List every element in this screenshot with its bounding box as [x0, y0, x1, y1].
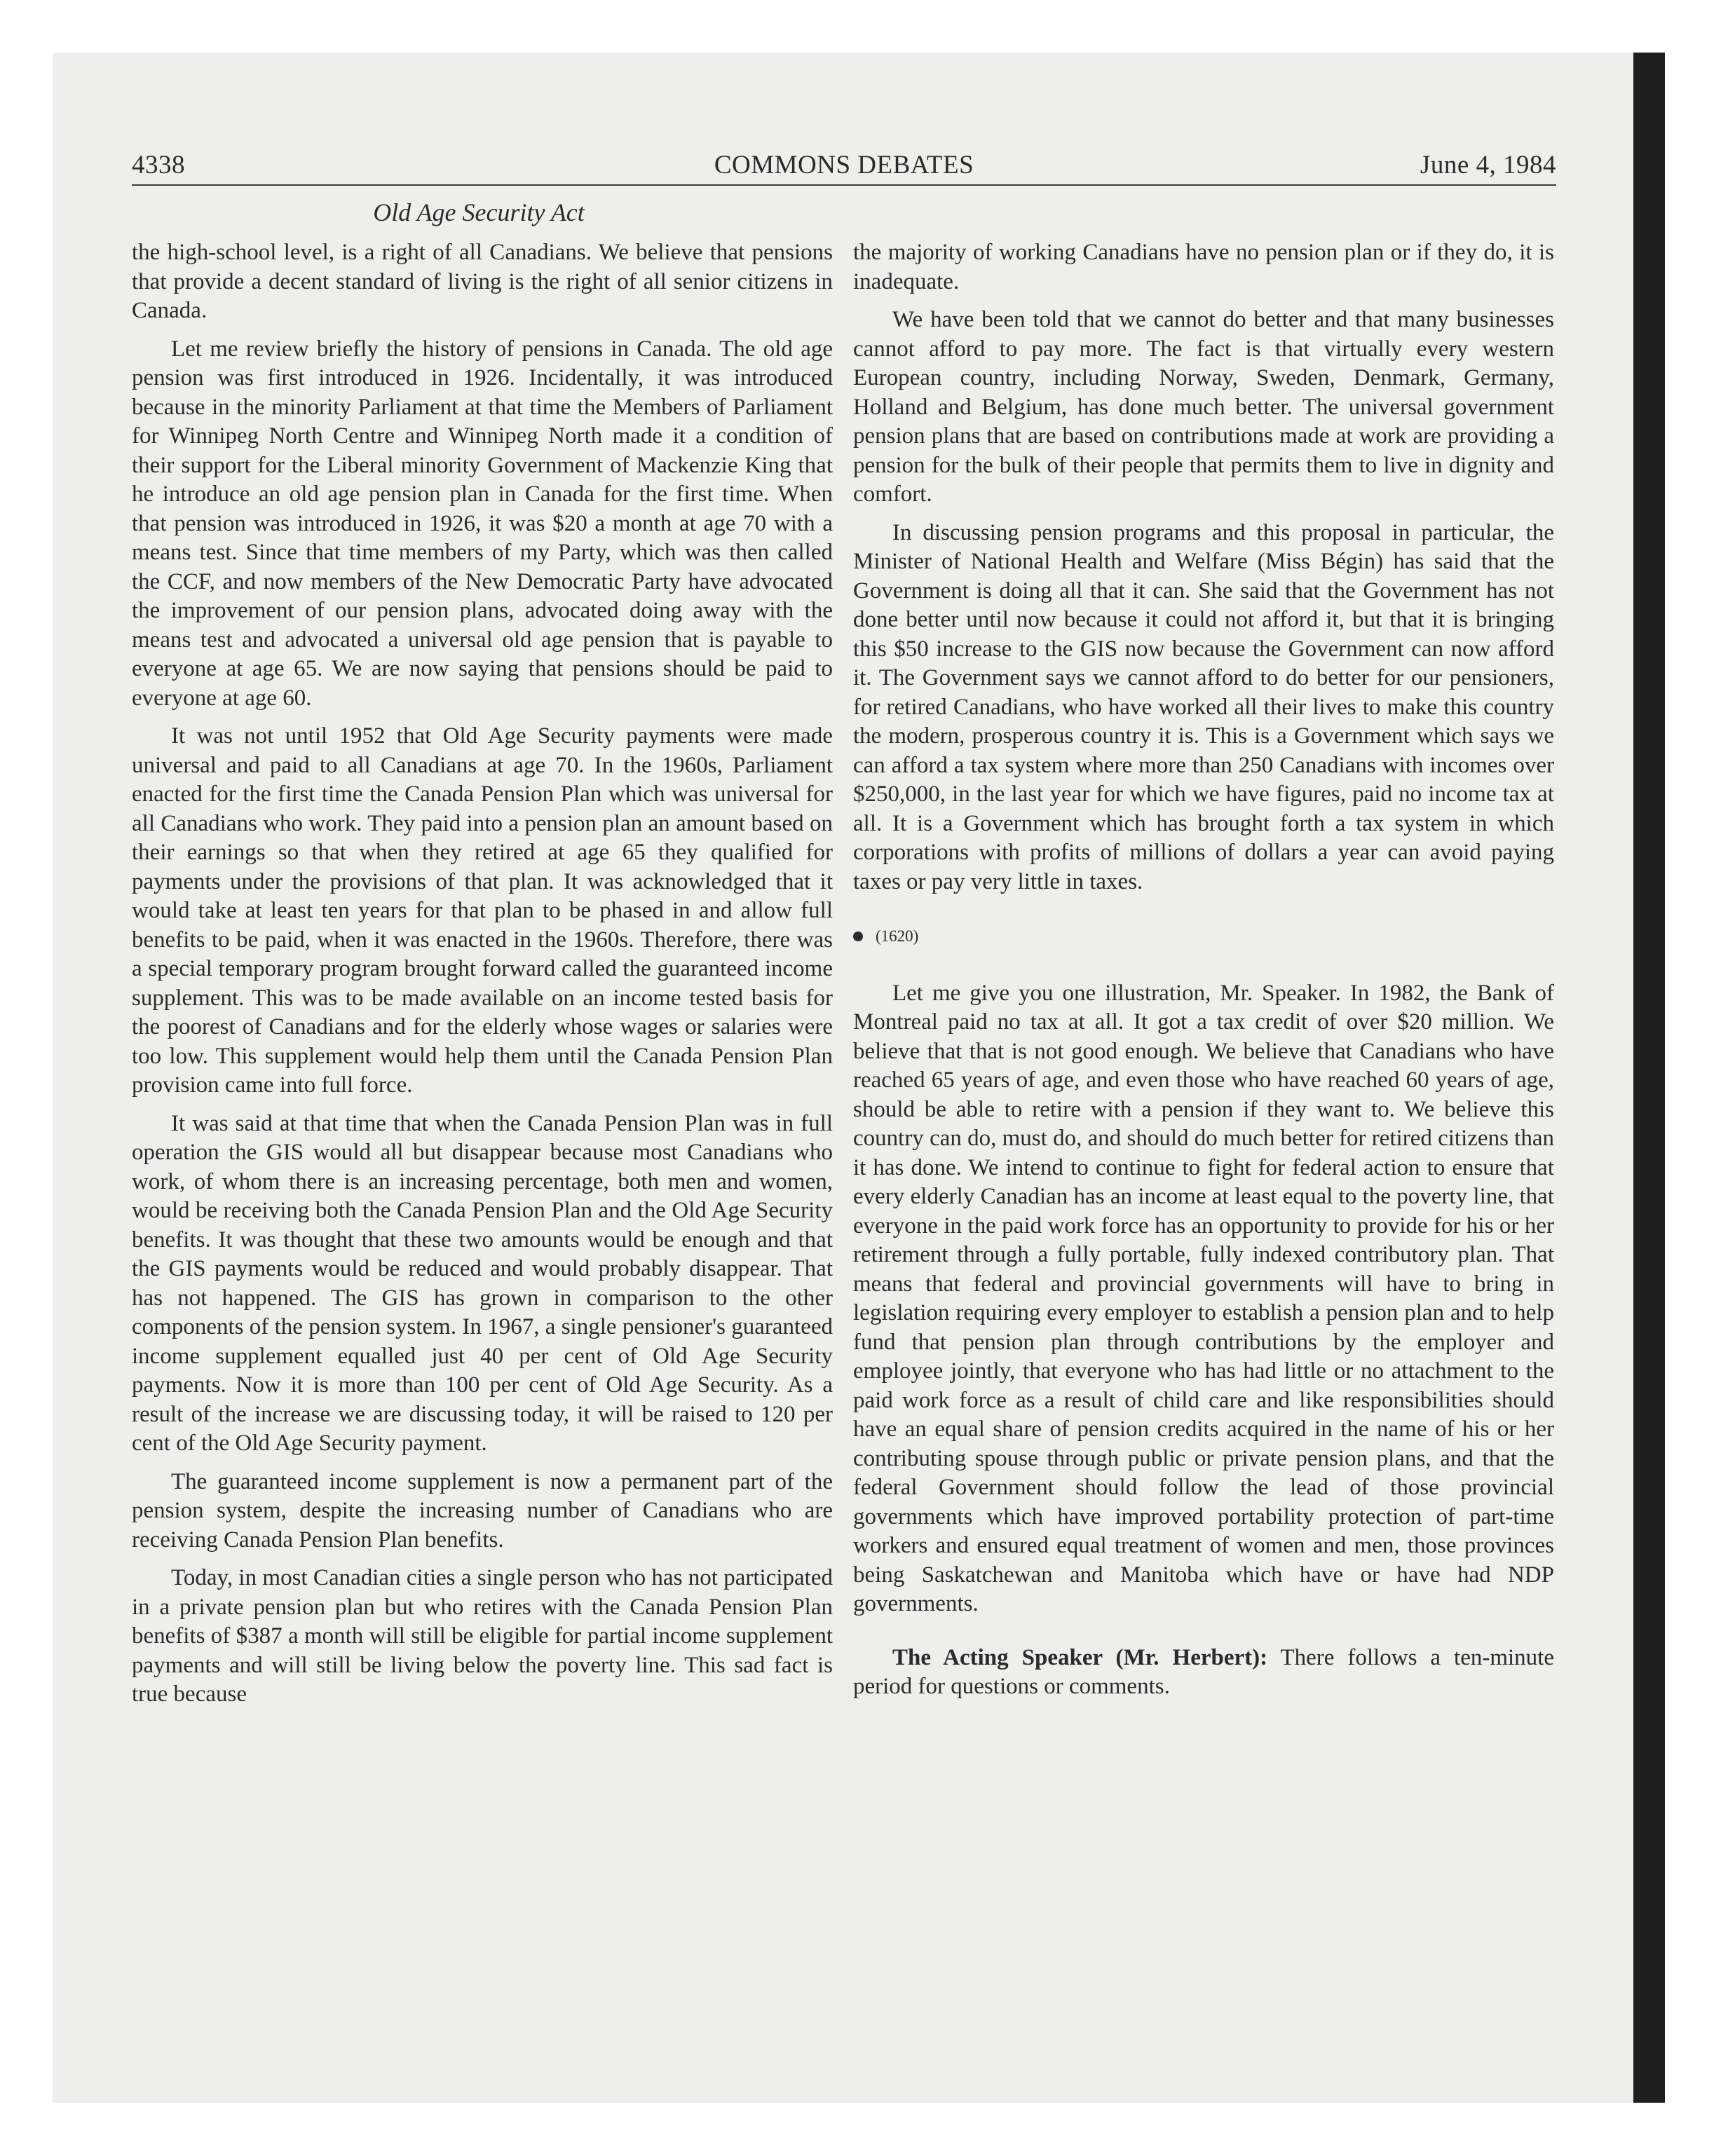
running-subtitle: Old Age Security Act [373, 198, 585, 226]
bullet-icon [853, 932, 863, 941]
time-marker-label: (1620) [876, 927, 919, 945]
publication-title: COMMONS DEBATES [714, 151, 974, 179]
speaker-text: There follows a ten-minute period for questions or comments. [853, 1644, 1554, 1699]
paragraph: In discussing pension programs and this proposal in particular, the Minister of National Health and Welfare (Miss Bégin) has said that the Government is doing all that it can. She said that the Government has not done better until now because it could not afford it, but that it is bringing this $50 increase to the GIS now because the Government can now afford it. The Government says we cannot afford to do better for our pensioners, for retired Canadians, who have worked all their lives to make this country the modern, prosperous country it is. This is a Government which says we can afford a tax system where more than 250 Canadians with incomes over $250,000, in the last year for which we have figures, paid no income tax at all. It is a Government which has brought forth a tax system in which corporations with profits of millions of dollars a year can avoid paying taxes or pay very little in taxes. [853, 519, 1554, 894]
left-column [132, 238, 833, 1719]
paragraph: It was said at that time that when the Canada Pension Plan was in full operation the GIS would all but disappear because most Canadians who work, of whom there is an increasing percentage, both men and women, would be receiving both the Canada Pension Plan and the Old Age Security benefits. It was thought that these two amounts would be enough and that the GIS payments would be reduced and would probably disappear. That has not happened. The GIS has grown in comparison to the other components of the pension system. In 1967, a single pensioner's guaranteed income supplement equalled just 40 per cent of Old Age Security payments. Now it is more than 100 per cent of Old Age Security. As a result of the increase we are discussing today, it will be raised to 120 per cent of the Old Age Security payment. [132, 1110, 833, 1456]
page-header [132, 142, 1556, 186]
paragraph: The guaranteed income supplement is now a permanent part of the pension system, despite the increasing number of Canadians who are receiving Canada Pension Plan benefits. [132, 1468, 833, 1553]
paragraph: It was not until 1952 that Old Age Security payments were made universal and paid to all Canadians at age 70. In the 1960s, Parliament enacted for the first time the Canada Pension Plan which was universal for all Canadians who work. They paid into a pension plan an amount based on their earnings so that when they retired at age 65 they qualified for payments under the provisions of that plan. It was acknowledged that it would take at least ten years for that plan to be phased in and allow full benefits to be paid, when it was enacted in the 1960s. Therefore, there was a special temporary program brought forward called the guaranteed income supplement. This was to be made available on an income tested basis for the poorest of Canadians and for the elderly whose wages or salaries were too low. This supplement would help them until the Canada Pension Plan provision came into full force. [132, 723, 833, 1098]
paragraph: We have been told that we cannot do better and that many businesses cannot afford to pay more. The fact is that virtually every western European country, including Norway, Sweden, Denmark, Germany, Holland and Belgium, has done much better. The universal government pension plans that are based on contributions made at work are providing a pension for the bulk of their people that permits them to live in dignity and comfort. [853, 307, 1554, 507]
right-column [853, 238, 1554, 1711]
paragraph: the majority of working Canadians have no pension plan or if they do, it is inadequate. [853, 240, 1554, 294]
binding-edge [1633, 53, 1665, 2103]
time-marker [853, 922, 1554, 951]
paragraph: Today, in most Canadian cities a single person who has not participated in a private pension plan but who retires with the Canada Pension Plan benefits of $387 a month will still be eligible for partial income supplement payments and will still be living below the poverty line. This sad fact is true because [132, 1565, 833, 1707]
paragraph: Let me review briefly the history of pensions in Canada. The old age pension was first introduced in 1926. Incidentally, it was introduced because in the minority Parliament at that time the Members of Parliament for Winnipeg North Centre and Winnipeg North made it a condition of their support for the Liberal minority Government of Mackenzie King that he introduce an old age pension plan in Canada for the first time. When that pension was introduced in 1926, it was $20 a month at age 70 with a means test. Since that time members of my Party, which was then called the CCF, and now members of the New Democratic Party have advocated the improvement of our pension plans, advocated doing away with the means test and advocated a universal old age pension that is payable to everyone at age 65. We are now saying that pensions should be paid to everyone at age 60. [132, 336, 833, 711]
page-date: June 4, 1984 [1420, 151, 1556, 179]
page-number: 4338 [132, 151, 185, 179]
speaker-paragraph [853, 1644, 1554, 1702]
paragraph: Let me give you one illustration, Mr. Speaker. In 1982, the Bank of Montreal paid no tax at all. It got a tax credit of over $20 million. We believe that that is not good enough. We believe that Canadians who have reached 65 years of age, and even those who have reached 60 years of age, should be able to retire with a pension if they want to. We believe this country can do, must do, and should do much better for retired citizens than it has done. We intend to continue to fight for federal action to ensure that every elderly Canadian has an income at least equal to the poverty line, that everyone in the paid work force has an opportunity to provide for his or her retirement through a fully portable, fully indexed contributory plan. That means that federal and provincial governments will have to bring in legislation requiring every employer to establish a pension plan and to help fund that pension plan through contributions by the employer and employee jointly, that everyone who has had little or no attachment to the paid work force as a result of child care and like responsibilities should have an equal share of pension credits acquired in the name of his or her contributing spouse through public or private pension plans, and that the federal Government should follow the lead of those provincial governments which have improved portability protection of part-time workers and ensured equal treatment of women and men, those provinces being Saskatchewan and Manitoba which have or have had NDP governments. [853, 980, 1554, 1616]
paragraph: the high-school level, is a right of all Canadians. We believe that pensions that provide a decent standard of living is the right of all senior citizens in Canada. [132, 240, 833, 323]
speaker-name: The Acting Speaker (Mr. Herbert): [892, 1644, 1268, 1670]
